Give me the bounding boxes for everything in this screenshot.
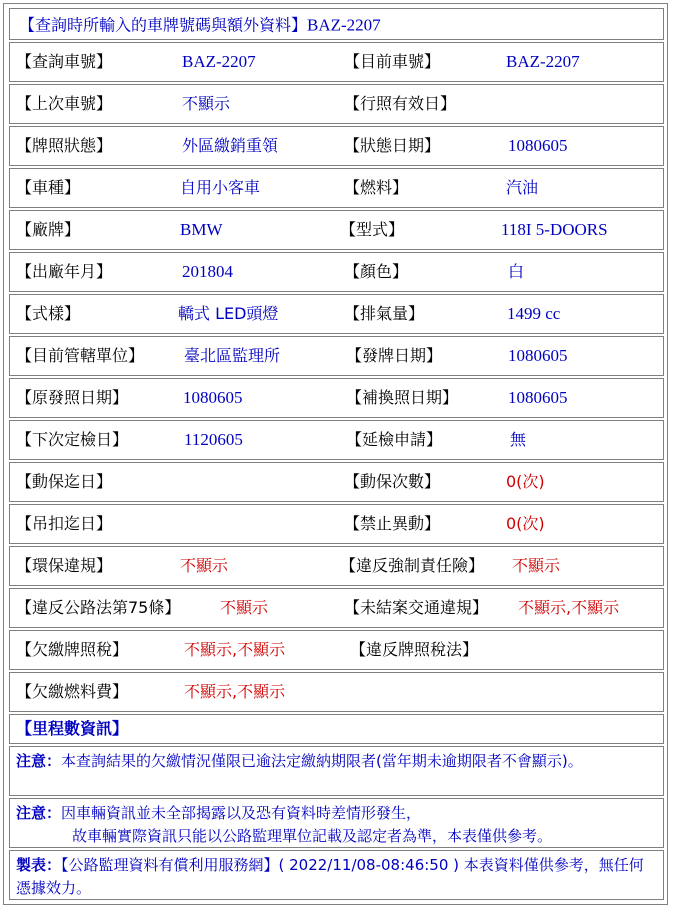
row-value-2: BAZ-2207 <box>506 52 580 71</box>
row-value-2: 不顯示 <box>512 556 561 575</box>
table-row <box>9 168 664 208</box>
row-label-1: 【環保違規】 <box>16 556 113 575</box>
table-row <box>9 420 664 460</box>
table-row <box>9 378 664 418</box>
row-label-1: 【違反公路法第75條】 <box>16 598 181 617</box>
row-label-1: 【廠牌】 <box>16 220 81 239</box>
table-row <box>9 504 664 544</box>
row-label-1: 【下次定檢日】 <box>16 430 129 449</box>
row-value-2: 不顯示,不顯示 <box>518 598 620 617</box>
row-label-1: 【欠繳燃料費】 <box>16 682 129 701</box>
note-2-label: 注意： <box>16 804 62 822</box>
row-label-1: 【欠繳牌照稅】 <box>16 640 129 659</box>
row-value-2: 118I 5-DOORS <box>501 220 608 239</box>
table-row <box>9 42 664 82</box>
footer-note <box>9 850 664 900</box>
row-label-1: 【上次車號】 <box>16 94 113 113</box>
table-title-plate: BAZ-2207 <box>307 15 381 35</box>
table-row <box>9 126 664 166</box>
row-value-2: 1080605 <box>508 136 568 155</box>
row-label-1: 【車種】 <box>16 178 81 197</box>
row-value-1: 不顯示 <box>182 94 231 113</box>
row-label-2: 【動保次數】 <box>344 472 441 491</box>
table-row <box>9 462 664 502</box>
row-label-2: 【補換照日期】 <box>346 388 459 407</box>
row-label-2: 【型式】 <box>340 220 405 239</box>
row-value-1: 不顯示,不顯示 <box>184 640 286 659</box>
row-label-2: 【未結案交通違規】 <box>344 598 489 617</box>
row-value-1: 1120605 <box>184 430 243 449</box>
table-row <box>9 84 664 124</box>
row-label-2: 【違反牌照稅法】 <box>350 640 479 659</box>
row-label-1: 【原發照日期】 <box>16 388 129 407</box>
row-label-2: 【燃料】 <box>344 178 409 197</box>
note-2-line-2: 故車輛實際資訊只能以公路監理單位記載及認定者為準，本表僅供參考。 <box>72 827 553 845</box>
table-row <box>9 210 664 250</box>
row-value-2: 1080605 <box>508 346 568 365</box>
note-1-text: 本查詢結果的欠繳情況僅限已逾法定繳納期限者(當年期未逾期限者不會顯示)。 <box>61 752 583 770</box>
note-2 <box>9 798 664 848</box>
row-label-1: 【吊扣迄日】 <box>16 514 113 533</box>
table-row <box>9 294 664 334</box>
row-value-1: 轎式 LED頭燈 <box>178 304 279 323</box>
row-value-2: 白 <box>508 262 525 281</box>
row-value-2: 1080605 <box>508 388 568 407</box>
row-label-2: 【顏色】 <box>344 262 409 281</box>
footer-text: 【公路監理資料有償利用服務網】( 2022/11/08-08:46:50 ) 本表資料僅供參考，無任何憑據效力。 <box>16 856 644 897</box>
table-row <box>9 336 664 376</box>
row-value-2: 1499 cc <box>507 304 561 323</box>
note-2-line-1: 因車輛資訊並未全部揭露以及恐有資料時差情形發生， <box>61 804 422 822</box>
footer-text-block <box>16 854 657 900</box>
row-value-1: BAZ-2207 <box>182 52 256 71</box>
row-label-2: 【目前車號】 <box>344 52 441 71</box>
row-value-1: 201804 <box>182 262 233 281</box>
row-label-1: 【出廠年月】 <box>16 262 113 281</box>
row-value-1: BMW <box>180 220 223 239</box>
row-label-2: 【違反強制責任險】 <box>340 556 485 575</box>
row-label-2: 【禁止異動】 <box>344 514 441 533</box>
table-row <box>9 672 664 712</box>
row-label-1: 【動保迄日】 <box>16 472 113 491</box>
row-value-1: 不顯示 <box>180 556 229 575</box>
row-label-2: 【狀態日期】 <box>344 136 441 155</box>
mileage-header-label: 【里程數資訊】 <box>16 719 129 738</box>
table-row <box>9 588 664 628</box>
row-value-2: 0(次) <box>506 472 545 491</box>
note-1-text-block <box>16 750 657 773</box>
table-row <box>9 546 664 586</box>
table-title-row <box>9 8 664 40</box>
row-label-1: 【牌照狀態】 <box>16 136 113 155</box>
note-2-text-block <box>16 802 657 848</box>
row-label-2: 【發牌日期】 <box>346 346 443 365</box>
row-label-2: 【延檢申請】 <box>346 430 443 449</box>
row-label-1: 【查詢車號】 <box>16 52 113 71</box>
row-value-2: 0(次) <box>506 514 545 533</box>
row-value-1: 臺北區監理所 <box>184 346 281 365</box>
row-label-1: 【式樣】 <box>16 304 81 323</box>
row-value-1: 不顯示,不顯示 <box>184 682 286 701</box>
row-value-1: 自用小客車 <box>180 178 261 197</box>
row-value-1: 1080605 <box>183 388 243 407</box>
table-row <box>9 630 664 670</box>
mileage-section-header <box>9 714 664 744</box>
table-title-prefix: 【查詢時所輸入的車牌號碼與額外資料】 <box>19 15 308 35</box>
row-label-2: 【行照有效日】 <box>344 94 457 113</box>
row-label-1: 【目前管轄單位】 <box>16 346 145 365</box>
footer-label: 製表： <box>16 856 62 874</box>
row-value-1: 不顯示 <box>220 598 269 617</box>
row-value-2: 無 <box>510 430 527 449</box>
note-1-label: 注意： <box>16 752 62 770</box>
vehicle-info-table <box>3 3 668 905</box>
row-value-2: 汽油 <box>506 178 539 197</box>
row-value-1: 外區繳銷重領 <box>182 136 279 155</box>
row-label-2: 【排氣量】 <box>344 304 425 323</box>
note-1 <box>9 746 664 796</box>
table-row <box>9 252 664 292</box>
table-title <box>19 13 381 36</box>
